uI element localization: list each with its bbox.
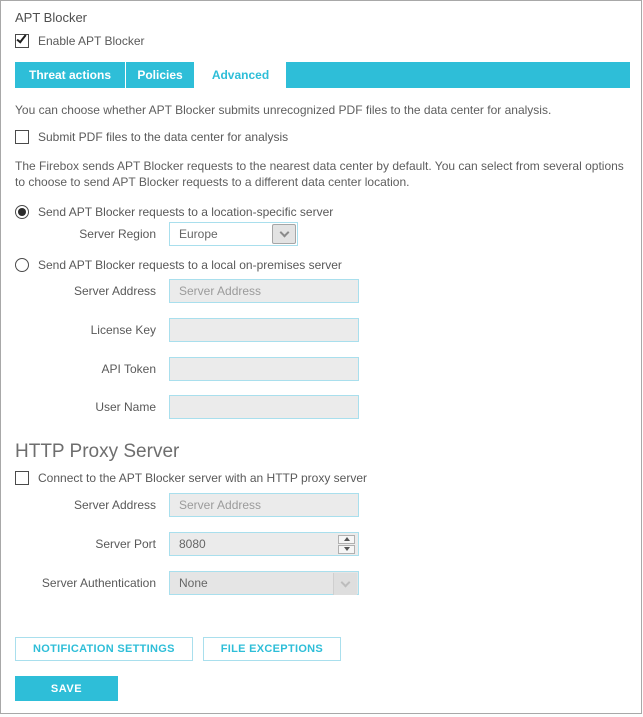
onprem-server-address-row (15, 279, 627, 303)
pdf-info-text: You can choose whether APT Blocker submits unrecognized PDF files to the data center for analysis. (15, 103, 552, 117)
location-server-radio-row (15, 204, 627, 219)
onprem-server-address-input[interactable] (169, 279, 359, 303)
enable-apt-blocker-row (15, 33, 627, 49)
port-spinner (338, 534, 355, 554)
proxy-server-port-label: Server Port (95, 537, 156, 551)
proxy-server-port-input[interactable] (169, 532, 359, 556)
radio-dot-icon (18, 208, 26, 216)
tab-bar (15, 62, 630, 88)
triangle-up-icon (344, 537, 350, 541)
server-region-row (15, 222, 627, 246)
page-title: APT Blocker (15, 10, 88, 25)
http-proxy-heading: HTTP Proxy Server (15, 441, 180, 462)
license-key-input[interactable] (169, 318, 359, 342)
location-server-radio[interactable] (15, 205, 29, 219)
proxy-server-address-row (15, 493, 627, 517)
api-token-label: API Token (101, 362, 156, 376)
proxy-server-address-label: Server Address (73, 498, 156, 512)
proxy-server-auth-label: Server Authentication (41, 576, 156, 590)
notification-settings-button[interactable]: NOTIFICATION SETTINGS (15, 637, 193, 661)
enable-apt-blocker-checkbox[interactable] (15, 34, 29, 48)
user-name-label: User Name (95, 400, 156, 414)
license-key-row (15, 318, 627, 342)
save-button[interactable]: SAVE (15, 676, 118, 701)
checkmark-icon (16, 33, 26, 44)
proxy-server-address-input[interactable] (169, 493, 359, 517)
triangle-down-icon (344, 547, 350, 551)
proxy-connect-label: Connect to the APT Blocker server with an HTTP proxy server (38, 471, 368, 485)
proxy-server-auth-value: None (179, 576, 208, 590)
user-name-input[interactable] (169, 395, 359, 419)
onprem-server-address-label: Server Address (73, 284, 156, 298)
submit-pdf-checkbox[interactable] (15, 130, 29, 144)
proxy-connect-checkbox[interactable] (15, 471, 29, 485)
server-region-label: Server Region (79, 227, 156, 241)
proxy-server-auth-select[interactable] (169, 571, 359, 595)
proxy-server-port-row (15, 532, 627, 556)
tab-threat-actions[interactable]: Threat actions (15, 62, 126, 88)
chevron-down-icon (341, 578, 351, 588)
license-key-label: License Key (90, 323, 156, 337)
onprem-server-radio[interactable] (15, 258, 29, 272)
chevron-down-icon (279, 228, 289, 238)
enable-apt-blocker-label: Enable APT Blocker (38, 34, 145, 48)
file-exceptions-button[interactable]: FILE EXCEPTIONS (203, 637, 341, 661)
spinner-up-button[interactable] (338, 535, 355, 544)
location-server-radio-label: Send APT Blocker requests to a location-specific server (38, 204, 334, 219)
onprem-server-radio-row (15, 257, 627, 272)
user-name-row (15, 395, 627, 419)
server-region-dropdown-button[interactable] (272, 224, 296, 244)
tab-policies[interactable]: Policies (126, 62, 195, 88)
server-region-value: Europe (179, 227, 218, 241)
api-token-input[interactable] (169, 357, 359, 381)
secondary-buttons-row (15, 637, 627, 661)
proxy-connect-row (15, 470, 627, 486)
api-token-row (15, 357, 627, 381)
proxy-server-port-stepper (169, 532, 359, 556)
routing-info-text: The Firebox sends APT Blocker requests to the nearest data center by default. You can select from several options to choose to send APT Blocker requests to a different data center location. (15, 159, 624, 189)
spinner-down-button[interactable] (338, 545, 355, 554)
onprem-server-radio-label: Send APT Blocker requests to a local on-premises server (38, 257, 342, 272)
submit-pdf-row (15, 129, 627, 145)
proxy-server-auth-dropdown-button (333, 573, 357, 595)
submit-pdf-label: Submit PDF files to the data center for analysis (38, 130, 289, 144)
proxy-server-auth-row (15, 571, 627, 595)
tab-advanced[interactable]: Advanced (195, 62, 286, 88)
server-region-select[interactable] (169, 222, 298, 246)
